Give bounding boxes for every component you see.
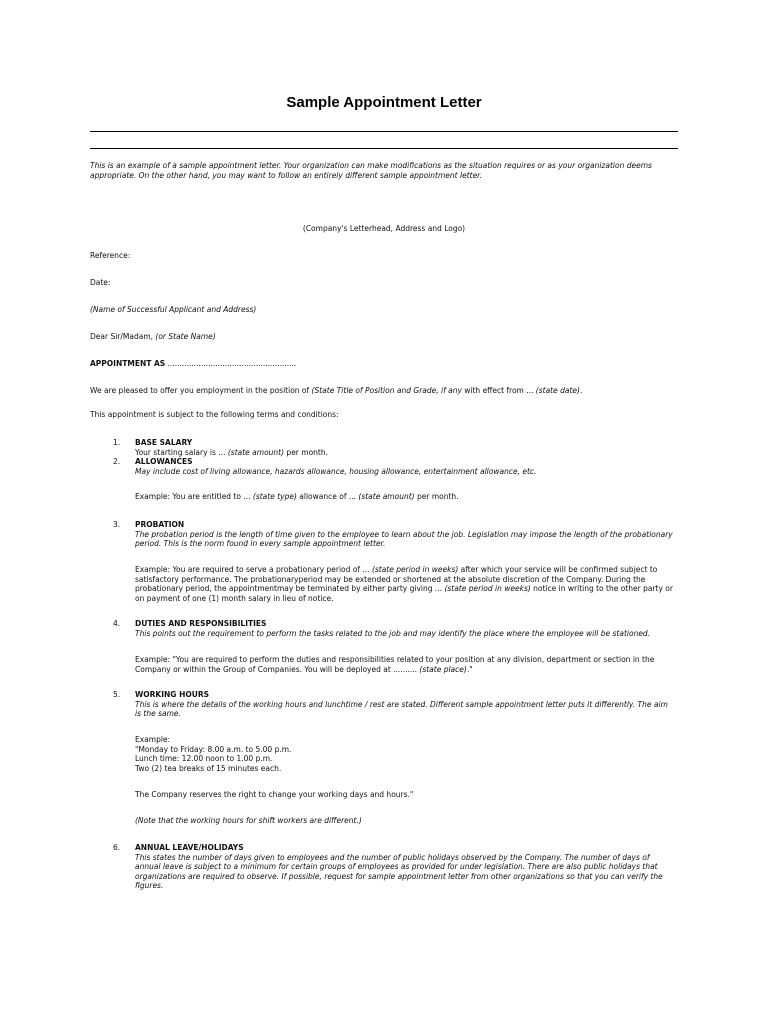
item-shift-note: (Note that the working hours for shift workers are different.) bbox=[135, 816, 362, 825]
example-line: Two (2) tea breaks of 15 minutes each. bbox=[135, 763, 282, 773]
example-text: ." bbox=[466, 664, 473, 674]
intro-paragraph: This is an example of a sample appointment letter. Your organization can make modifications as the situation requires or as your organization deems appropriate. On the other hand, you may want to follow an entirely different sample appointment letter. bbox=[90, 161, 652, 180]
reference-line: Reference: bbox=[90, 251, 131, 260]
date-line: Date: bbox=[90, 278, 111, 287]
offer-position-placeholder: (State Title of Position and Grade, if any bbox=[311, 386, 462, 395]
letterhead-placeholder: (Company's Letterhead, Address and Logo) bbox=[302, 224, 466, 233]
item-number: 3. bbox=[113, 520, 121, 529]
applicant-placeholder: (Name of Successful Applicant and Address) bbox=[90, 305, 257, 314]
salutation-placeholder: (or State Name) bbox=[155, 332, 216, 341]
item-description: May include cost of living allowance, hazards allowance, housing allowance, entertainment allowance, etc. bbox=[135, 466, 537, 476]
example-text: Example: "You are required to perform the duties and responsibilities related to your position at any division, department or section in the Company or within the Group of Companies. You will be deployed at .......... bbox=[135, 655, 655, 674]
item-heading: ALLOWANCES bbox=[135, 457, 193, 466]
item-allowances bbox=[135, 457, 675, 476]
salary-text: Your starting salary is ... bbox=[135, 447, 228, 457]
item-duties bbox=[135, 619, 675, 638]
item-number: 5. bbox=[113, 690, 121, 699]
example-placeholder: (state period in weeks) bbox=[371, 565, 459, 574]
item-number: 1. bbox=[113, 438, 121, 447]
document-title: Sample Appointment Letter bbox=[286, 94, 482, 111]
offer-text-1: We are pleased to offer you employment in the position of bbox=[90, 386, 312, 395]
offer-paragraph bbox=[90, 386, 680, 396]
example-line: Lunch time: 12.00 noon to 1.00 p.m. bbox=[135, 754, 273, 763]
example-text: allowance of ... bbox=[296, 492, 359, 501]
appointment-label: APPOINTMENT AS bbox=[90, 359, 166, 368]
item-line bbox=[135, 448, 675, 458]
example-line: "Monday to Friday: 8.00 a.m. to 5.00 p.m. bbox=[135, 744, 292, 754]
item-working-hours bbox=[135, 690, 675, 719]
item-heading: ANNUAL LEAVE/HOLIDAYS bbox=[135, 843, 244, 852]
example-text: per month. bbox=[414, 492, 459, 501]
item-annual-leave bbox=[135, 843, 675, 891]
example-label: Example: bbox=[135, 735, 171, 744]
offer-date-placeholder: (state date) bbox=[535, 386, 580, 395]
example-placeholder: (state amount) bbox=[358, 492, 415, 501]
item-heading: DUTIES AND RESPONSIBILITIES bbox=[135, 619, 267, 628]
item-heading: WORKING HOURS bbox=[135, 690, 209, 699]
title-rule-bottom bbox=[90, 148, 678, 149]
example-text: notice in writing to the other party or on payment of one (1) month salary in lieu of notice. bbox=[135, 584, 673, 603]
item-example bbox=[135, 735, 675, 773]
item-number: 6. bbox=[113, 843, 121, 852]
example-placeholder: (state type) bbox=[252, 492, 297, 501]
item-base-salary bbox=[135, 438, 675, 457]
appointment-dots: ...................................................... bbox=[165, 359, 297, 368]
example-text: Example: You are entitled to ... bbox=[135, 492, 253, 501]
item-description: This is where the details of the working hours and lunchtime / rest are stated. Different sample appointment letter puts it differently. The aim is the same. bbox=[135, 699, 668, 718]
offer-text-3: . bbox=[579, 386, 583, 395]
example-placeholder: (state period in weeks) bbox=[444, 584, 531, 593]
item-example bbox=[135, 565, 675, 603]
salary-placeholder: (state amount) bbox=[227, 447, 285, 457]
item-reserve-note: The Company reserves the right to change your working days and hours." bbox=[135, 790, 414, 799]
item-number: 2. bbox=[113, 457, 121, 466]
item-probation bbox=[135, 520, 675, 549]
example-text: Example: You are required to serve a probationary period of ... bbox=[135, 565, 372, 574]
item-example bbox=[135, 655, 675, 674]
salutation bbox=[90, 332, 680, 342]
salutation-text: Dear Sir/Madam, bbox=[90, 332, 156, 341]
item-heading: PROBATION bbox=[135, 520, 185, 529]
item-description: This points out the requirement to perform the tasks related to the job and may identify the place where the employee will be stationed. bbox=[135, 628, 651, 638]
item-number: 4. bbox=[113, 619, 121, 628]
terms-intro: This appointment is subject to the following terms and conditions: bbox=[90, 410, 339, 419]
item-description: The probation period is the length of time given to the employee to learn about the job. Legislation may impose the length of the probationary period. This is the norm found in every sample appointment letter. bbox=[135, 529, 673, 548]
example-text: after which your service will be confirmed subject to satisfactory performance. The probationaryperiod may be extended or shortened at the absolute discretion of the Company. During the probationary period, the appointmentmay be terminated by either party giving ... bbox=[135, 565, 658, 593]
appointment-line bbox=[90, 359, 680, 369]
item-heading: BASE SALARY bbox=[135, 438, 193, 447]
item-example bbox=[135, 492, 675, 502]
title-rule-top bbox=[90, 131, 678, 132]
item-description: This states the number of days given to employees and the number of public holidays observed by the Company. The number of days of annual leave is subject to a minimum for certain groups of employees as provided for under legislation. There are also public holidays that organizations are required to observe. If possible, request for sample appointment letter from other organizations so that you can verify the figures. bbox=[135, 852, 663, 890]
salary-text-end: per month. bbox=[284, 447, 328, 457]
example-placeholder: (state place) bbox=[419, 664, 467, 674]
offer-text-2: with effect from ... bbox=[461, 386, 536, 395]
